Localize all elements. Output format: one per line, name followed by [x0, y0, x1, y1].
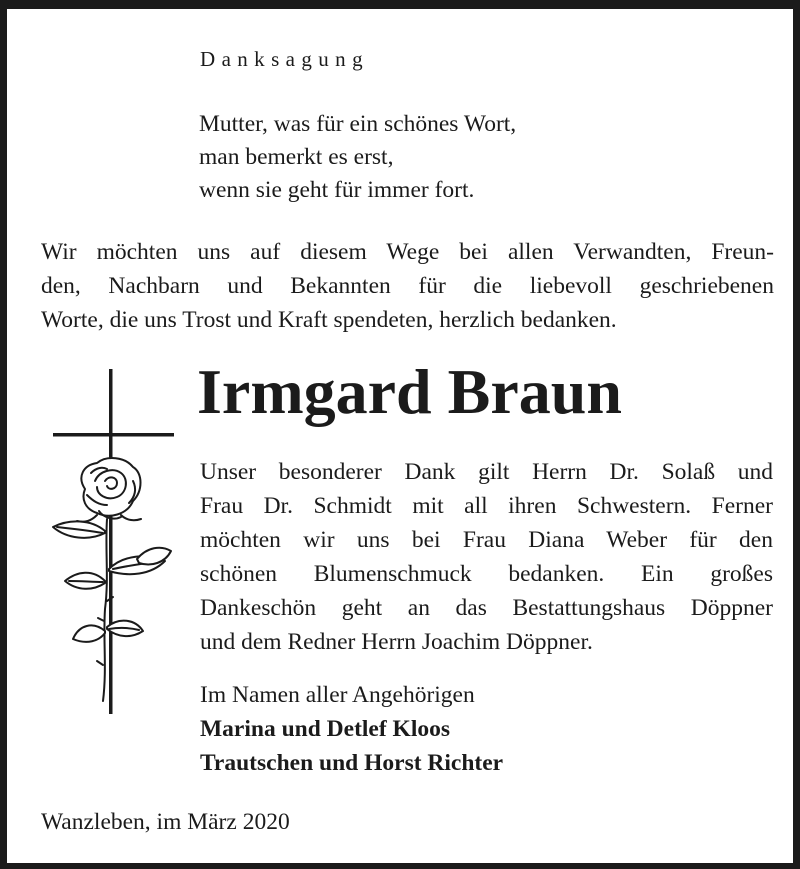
family-name: Marina und Detlef Kloos	[200, 716, 451, 742]
thanks-paragraph	[200, 455, 773, 659]
family-name: Trautschen und Horst Richter	[200, 750, 504, 776]
place-date: Wanzleben, im März 2020	[41, 809, 290, 835]
notice-heading: Danksagung	[200, 47, 369, 71]
thanks-line: Frau Dr. Schmidt mit all ihren Schwestern. Ferner	[200, 493, 773, 519]
poem-line: Mutter, was für ein schönes Wort,	[199, 111, 517, 137]
cross-with-rose	[47, 369, 177, 714]
poem-line: wenn sie geht für immer fort.	[199, 177, 475, 203]
intro-line: den, Nachbarn und Bekannten für die liebevoll geschriebenen	[41, 273, 774, 299]
thanks-line: Unser besonderer Dank gilt Herrn Dr. Solaß und	[200, 459, 773, 485]
signoff	[200, 678, 503, 780]
poem	[199, 108, 516, 207]
thanks-line: möchten wir uns bei Frau Diana Weber für den	[200, 527, 773, 553]
intro-line: Wir möchten uns auf diesem Wege bei allen Verwandten, Freun-	[41, 239, 774, 265]
deceased-name: Irmgard Braun	[197, 356, 622, 427]
intro-paragraph	[41, 235, 774, 337]
intro-line: Worte, die uns Trost und Kraft spendeten, herzlich bedanken.	[41, 307, 617, 333]
thanks-line: Dankeschön geht an das Bestattungshaus Döppner	[200, 595, 773, 621]
thanks-line: und dem Redner Herrn Joachim Döppner.	[200, 629, 593, 655]
signoff-intro: Im Namen aller Angehörigen	[200, 682, 475, 708]
thanks-line: schönen Blumenschmuck bedanken. Ein großes	[200, 561, 773, 587]
poem-line: man bemerkt es erst,	[199, 144, 394, 170]
cross-icon	[53, 369, 174, 714]
